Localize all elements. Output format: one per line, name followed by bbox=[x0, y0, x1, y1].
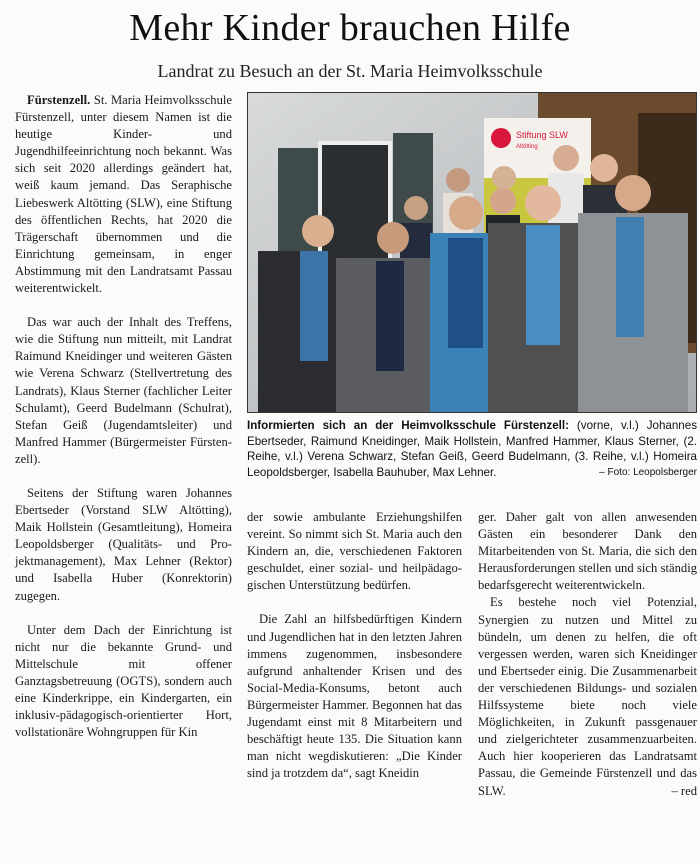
photo-credit: – Foto: Leopolsberger bbox=[599, 467, 697, 479]
article-paragraph: Seitens der Stiftung waren Johannes Ebertseder (Vorstand SLW Altötting), Maik Hollstein (Gesamtleitung), Homeira Leopoldsberger (Qualitäts- und Projektmanagement), Max Lehner (Rektor) und Isabella Huber (Konrektorin) zugegen. bbox=[15, 485, 232, 603]
headline: Mehr Kinder brauchen Hilfe bbox=[129, 7, 571, 49]
article-paragraph: Die Zahl an hilfsbedürftigen Kindern und Jugendlichen hat in den letzten Jahren immens zugenommen, insbesondere aufgrund anhaltender Krisen und des Social-Media-Konsums, betont auch Bürgermeister Hammer. Begonnen hat das Jugendamt einst mit 8 Mitarbeitern und beschäftigt heute 135. Die Situation kann man nicht wegdiskutieren: „Die Kinder sind ja trotzdem da“, sagt Kneidin bbox=[247, 612, 462, 781]
paragraph-text: St. Maria Heimvolksschule Fürstenzell, unter diesem Namen ist die heutige Kinder- und Jugendhilfeeinrichtung noch bekannt. Was sich seit 2020 allerdings geändert hat, weiß kaum jemand. Das Seraphische Liebeswerk Altötting (SLW), eine Stiftung des öffentlichen Rechts, hat 2020 die Trägerschaft übernommen und die Einrichtung gemeinsam, in enger Abstimmung mit den Landratsamt Passau weiterentwickelt. bbox=[15, 93, 232, 296]
article-paragraph bbox=[478, 594, 697, 799]
paragraph-text: Es bestehe noch viel Potenzial, Synergien zu nutzen und Mittel zu bündeln, um denen zu helfen, die oft vergessen werden, waren sich Kneidinger und Ebertseder einig. Die Zusammenarbeit der verschiedenen Bildungs- und sozialen Hilfssysteme biete noch viele Möglichkeiten, in Zukunft passgenauer und zielgerichteter zusammenzuarbeiten. Auch hier kooperieren das Landratsamt Passau, die Gemeinde Fürstenzell und das SLW. bbox=[478, 595, 697, 798]
photo-caption bbox=[247, 418, 697, 479]
author-signature: – red bbox=[671, 783, 697, 798]
stiftung-logo-icon bbox=[491, 128, 511, 148]
article-paragraph: ger. Daher galt von allen anwesenden Gästen ein besonderer Dank den Mitarbeitenden von St. Maria, die sich den Herausforderungen stellen und sich ständig bedarfsgerecht weiterentwickeln. bbox=[478, 510, 697, 593]
group-photo-image bbox=[248, 93, 697, 413]
subheadline: Landrat zu Besuch an der St. Maria Heimvolksschule bbox=[157, 61, 543, 81]
article-column-2 bbox=[247, 509, 462, 782]
article-column-3 bbox=[478, 509, 697, 800]
article-paragraph: Unter dem Dach der Einrichtung ist nicht nur die bekannte Grund- und Mittelschule mit offener Ganztagsbetreuung (OGTS), sondern auch eine Kinderkrippe, ein Kindergarten, ein inklusiv-pädagogisch-orientierter Hort, vollstationäre Wohngruppen für Kin bbox=[15, 622, 232, 740]
caption-text: (vorne, v.l.) Johannes Ebertseder, Raimund Kneidinger, Maik Hollstein, Manfred Hammer, Klaus Sterner, (2. Reihe, v.l.) Verena Schwarz, Stefan Geiß, Geerd Budelmann, (3. Reihe, v.l.) Homeira Leopoldsberger, Isabella Bauhuber, Max Lehner. bbox=[247, 419, 698, 479]
group-photo bbox=[247, 92, 697, 413]
window-shutter-left bbox=[278, 148, 318, 268]
banner-logo-text: Stiftung SLW bbox=[516, 130, 568, 140]
banner-logo-subtext: Altötting bbox=[516, 144, 538, 150]
article-paragraph: Das war auch der Inhalt des Treffens, wie die Stiftung nun mitteilt, mit Landrat Raimund Kneidinger und weiteren Gästen wie Verena Schwarz (Stellvertretung des Landrats), Klaus Sterner (fachlicher Leiter Schulamt), Geerd Budelmann (Schulrat), Stefan Geiß (Jugendamtsleiter) und Manfred Hammer (Bürgermeister Fürstenzell). bbox=[15, 315, 232, 466]
article-paragraph bbox=[15, 92, 232, 297]
article-paragraph: der sowie ambulante Erziehungshilfen vereint. So nimmt sich St. Maria auch den Kindern an, die, verschiedenen Faktoren geschuldet, einer sozial- und heilpädagogischen Unterstützung bedürfen. bbox=[247, 510, 462, 593]
caption-lead: Informierten sich an der Heimvolksschule Fürstenzell: bbox=[247, 419, 569, 432]
dateline: Fürstenzell. bbox=[27, 93, 91, 107]
article-column-1 bbox=[15, 92, 232, 741]
